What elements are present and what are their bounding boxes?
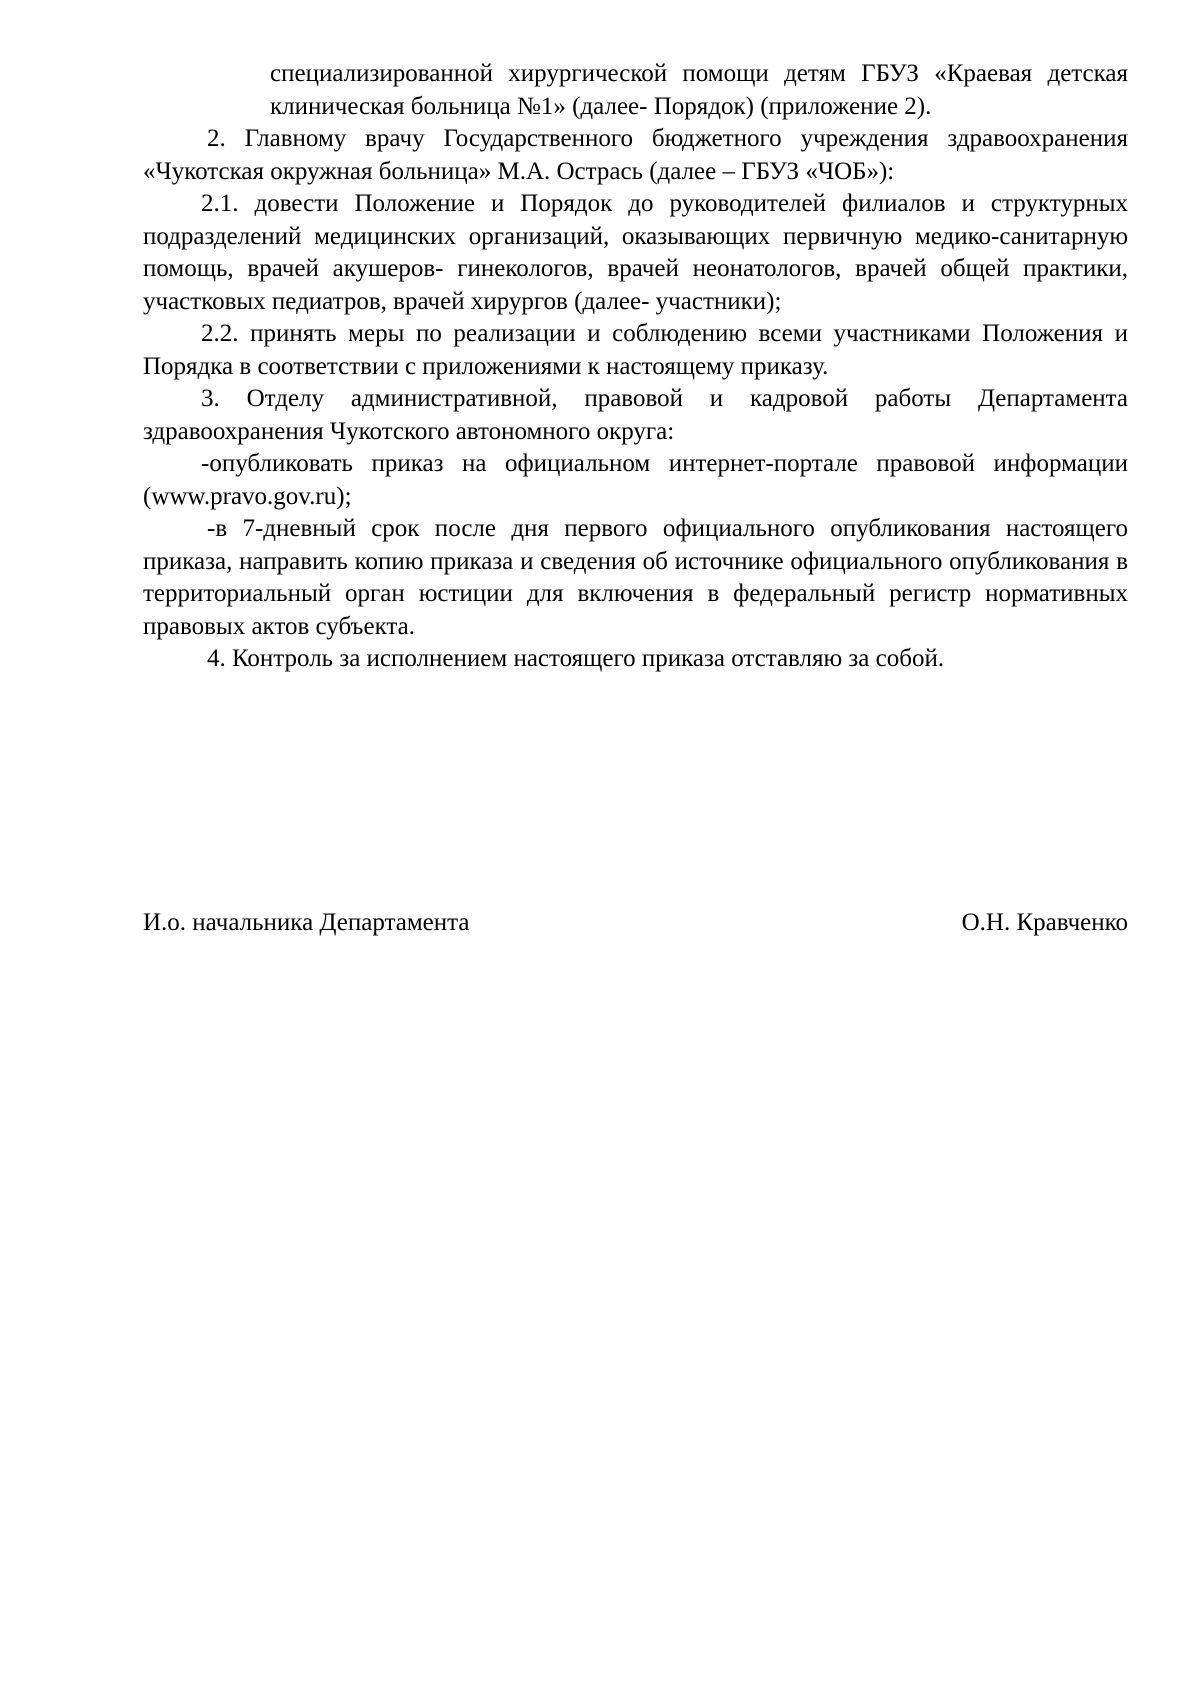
paragraph-attachment-2-continuation: специализированной хирургической помощи детям ГБУЗ «Краевая детская клиническая больница №1» (далее- Порядок) (приложение 2). <box>270 60 1128 120</box>
paragraph-item-3: 3. Отделу административной, правовой и кадровой работы Департамента здравоохранения Чукотского автономного округа: <box>143 385 1128 445</box>
signatory-name: О.Н. Кравченко <box>961 909 1128 936</box>
paragraph-item-2: 2. Главному врачу Государственного бюджетного учреждения здравоохранения «Чукотская окружная больница» М.А. Острась (далее – ГБУЗ «ЧОБ»): <box>143 125 1128 185</box>
paragraph-item-3-registry: -в 7-дневный срок после дня первого официального опубликования настоящего приказа, направить копию приказа и сведения об источнике официального опубликования в территориальный орган юстиции для включения в федеральный регистр нормативных правовых актов субъекта. <box>143 515 1128 640</box>
paragraph-item-4: 4. Контроль за исполнением настоящего приказа отставляю за собой. <box>207 645 945 672</box>
paragraph-item-2-2: 2.2. принять меры по реализации и соблюдению всеми участниками Положения и Порядка в соответствии с приложениями к настоящему приказу. <box>143 320 1128 380</box>
document-body <box>143 58 1128 676</box>
signature-block <box>143 907 1128 940</box>
paragraph-item-2-1: 2.1. довести Положение и Порядок до руководителей филиалов и структурных подразделений медицинских организаций, оказывающих первичную медико-санитарную помощь, врачей акушеров- гинекологов, врачей неонатологов, врачей общей практики, участковых педиатров, врачей хирургов (далее- участники); <box>143 190 1128 315</box>
signatory-position: И.о. начальника Департамента <box>143 909 470 936</box>
paragraph-item-3-publish: -опубликовать приказ на официальном интернет-портале правовой информации (www.pravo.gov.ru); <box>143 450 1128 510</box>
